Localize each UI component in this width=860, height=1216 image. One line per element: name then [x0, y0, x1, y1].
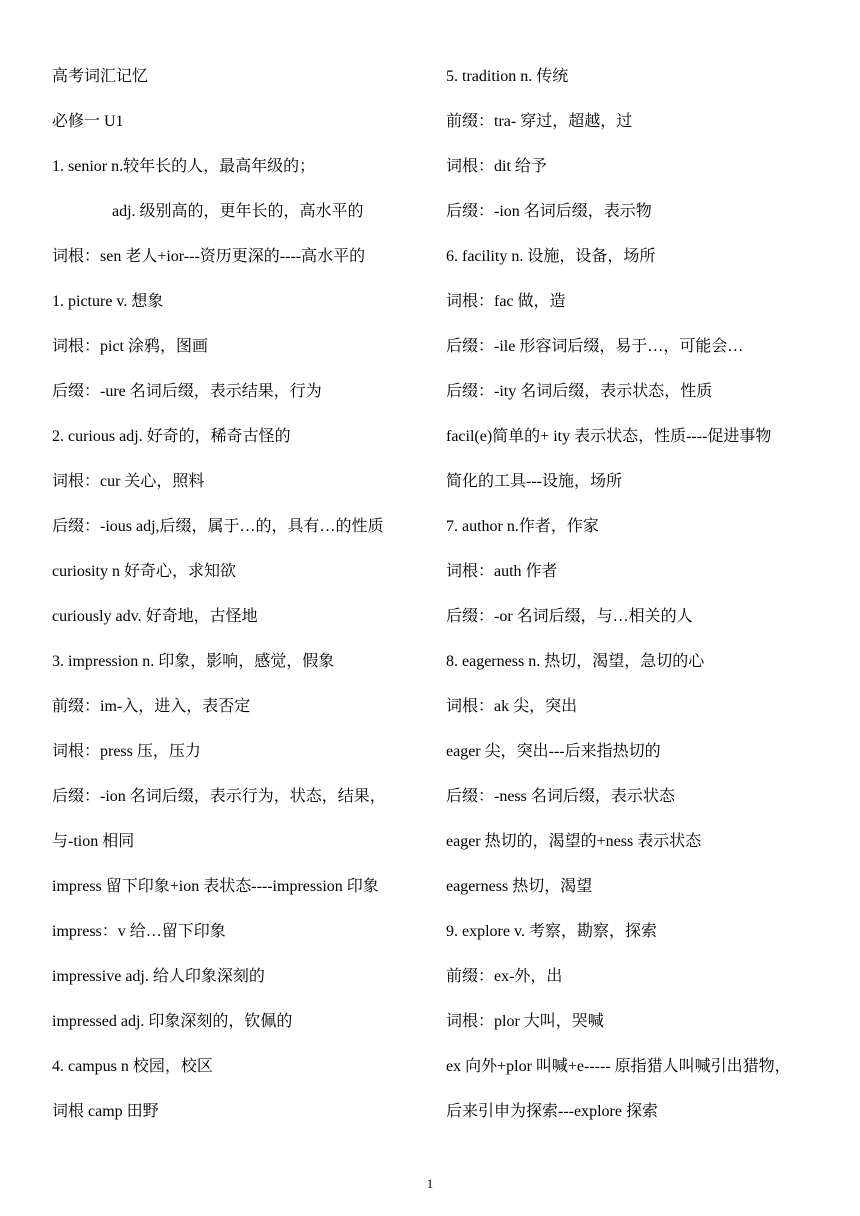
entry-line: 词根 camp 田野: [52, 1103, 159, 1120]
entry-line: 词根：cur 关心，照料: [52, 473, 205, 490]
entry-line: 词根：auth 作者: [446, 563, 558, 580]
right-column: [446, 54, 846, 1134]
entry-line: 词根：ak 尖，突出: [446, 698, 578, 715]
entry-headword: 1. senior n.较年长的人，最高年级的；: [52, 158, 316, 175]
entry-line: 词根：fac 做，造: [446, 293, 566, 310]
section-heading: 必修一 U1: [52, 113, 124, 130]
entry-line: impressed adj. 印象深刻的，钦佩的: [52, 1013, 293, 1030]
entry-definition: adj. 级别高的，更年长的，高水平的: [112, 203, 364, 220]
entry-headword: 6. facility n. 设施，设备，场所: [446, 248, 656, 265]
entry-line: 后缀：-or 名词后缀，与…相关的人: [446, 608, 693, 625]
entry-line: eager 热切的，渴望的+ness 表示状态: [446, 833, 702, 850]
page-number: 1: [426, 1176, 434, 1191]
entry-line: eagerness 热切，渴望: [446, 878, 593, 895]
entry-line: 词根：press 压，压力: [52, 743, 201, 760]
entry-line: 后缀：-ion 名词后缀，表示行为，状态，结果，: [52, 788, 386, 805]
entry-line: 后缀：-ure 名词后缀，表示结果，行为: [52, 383, 322, 400]
doc-title: 高考词汇记忆: [52, 68, 149, 85]
left-column: [52, 54, 432, 1134]
entry-line: 后缀：-ity 名词后缀，表示状态，性质: [446, 383, 713, 400]
entry-headword: 7. author n.作者，作家: [446, 518, 599, 535]
entry-line: 词根：sen 老人+ior---资历更深的----高水平的: [52, 248, 366, 265]
entry-line: 后缀：-ile 形容词后缀，易于…，可能会…: [446, 338, 744, 355]
entry-line: 与-tion 相同: [52, 833, 135, 850]
entry-line: curiously adv. 好奇地，古怪地: [52, 608, 258, 625]
entry-line: curiosity n 好奇心，求知欲: [52, 563, 236, 580]
entry-line: 词根：pict 涂鸦，图画: [52, 338, 208, 355]
entry-line: ex 向外+plor 叫喊+e----- 原指猎人叫喊引出猎物，: [446, 1058, 791, 1075]
entry-line: 词根：plor 大叫，哭喊: [446, 1013, 604, 1030]
entry-line: impress：v 给…留下印象: [52, 923, 226, 940]
entry-line: 前缀：ex-外，出: [446, 968, 563, 985]
entry-line: eager 尖，突出---后来指热切的: [446, 743, 661, 760]
entry-headword: 9. explore v. 考察，勘察，探索: [446, 923, 657, 940]
entry-headword: 1. picture v. 想象: [52, 293, 164, 310]
entry-line: 后缀：-ious adj,后缀，属于…的，具有…的性质: [52, 518, 384, 535]
entry-line: 后来引申为探索---explore 探索: [446, 1103, 658, 1120]
entry-line: 词根：dit 给予: [446, 158, 547, 175]
entry-line: 后缀：-ness 名词后缀，表示状态: [446, 788, 675, 805]
entry-line: 前缀：im-入，进入，表否定: [52, 698, 251, 715]
entry-headword: 3. impression n. 印象，影响，感觉，假象: [52, 653, 335, 670]
entry-line: 前缀：tra- 穿过，超越，过: [446, 113, 633, 130]
entry-headword: 4. campus n 校园，校区: [52, 1058, 213, 1075]
entry-line: 简化的工具---设施，场所: [446, 473, 622, 490]
entry-headword: 5. tradition n. 传统: [446, 68, 569, 85]
entry-headword: 8. eagerness n. 热切，渴望，急切的心: [446, 653, 705, 670]
entry-headword: 2. curious adj. 好奇的，稀奇古怪的: [52, 428, 291, 445]
entry-line: 后缀：-ion 名词后缀，表示物: [446, 203, 652, 220]
entry-line: impressive adj. 给人印象深刻的: [52, 968, 265, 985]
entry-line: facil(e)简单的+ ity 表示状态，性质----促进事物: [446, 428, 772, 445]
entry-line: impress 留下印象+ion 表状态----impression 印象: [52, 878, 379, 895]
